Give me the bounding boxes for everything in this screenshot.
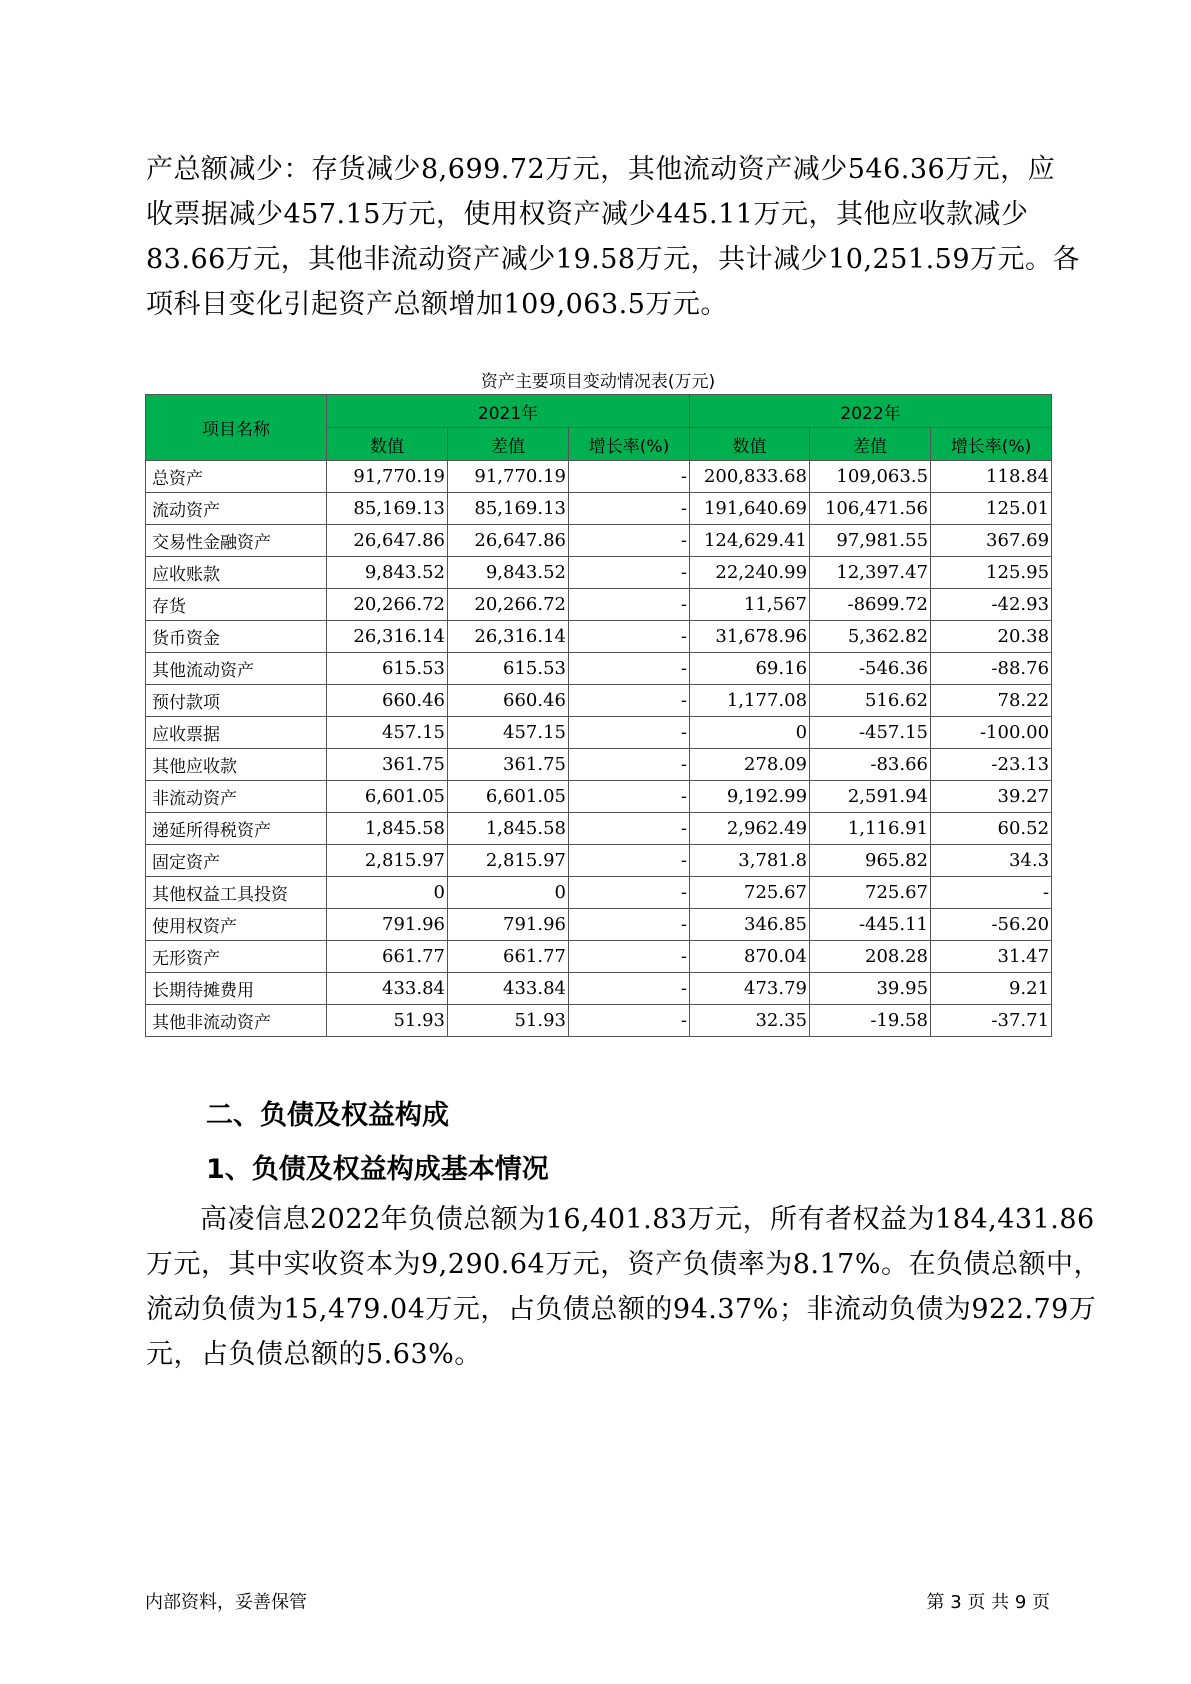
table-cell: -445.11 [810,909,931,941]
table-cell: 1,845.58 [327,813,448,845]
table-cell: -100.00 [931,717,1052,749]
table-cell: -83.66 [810,749,931,781]
table-cell: - [569,877,690,909]
table-cell: 2,815.97 [327,845,448,877]
paragraph-line: 万元，其中实收资本为9,290.64万元，资产负债率为8.17%。在负债总额中， [146,1249,1102,1280]
table-cell: 9,192.99 [690,781,810,813]
table-row [146,813,1052,845]
row-item-name: 应收账款 [146,557,327,589]
table-cell: 661.77 [327,941,448,973]
table-cell: 60.52 [931,813,1052,845]
table-cell: - [569,493,690,525]
table-cell: 3,781.8 [690,845,810,877]
table-cell: - [569,749,690,781]
table-cell: 367.69 [931,525,1052,557]
table-cell: -56.20 [931,909,1052,941]
table-cell: 361.75 [327,749,448,781]
table-caption: 资产主要项目变动情况表(万元) [480,372,716,392]
section-heading: 二、负债及权益构成 [206,1100,449,1131]
table-row [146,685,1052,717]
table-cell: - [569,813,690,845]
table-cell: 34.3 [931,845,1052,877]
table-cell: 26,316.14 [327,621,448,653]
table-cell: 32.35 [690,1005,810,1037]
table-row [146,749,1052,781]
table-cell: - [569,461,690,493]
table-cell: 6,601.05 [327,781,448,813]
header-item-name: 项目名称 [146,395,327,461]
table-cell: 20.38 [931,621,1052,653]
table-cell: 870.04 [690,941,810,973]
table-body [146,461,1052,1037]
table-cell: 5,362.82 [810,621,931,653]
paragraph-line: 元，占负债总额的5.63%。 [146,1339,482,1370]
table-cell: -37.71 [931,1005,1052,1037]
table-row [146,621,1052,653]
row-item-name: 无形资产 [146,941,327,973]
table-cell: 725.67 [810,877,931,909]
table-row [146,781,1052,813]
table-cell: 11,567 [690,589,810,621]
table-cell: - [569,973,690,1005]
paragraph-line: 流动负债为15,479.04万元，占负债总额的94.37%；非流动负债为922.79万 [146,1294,1097,1325]
table-cell: - [569,525,690,557]
table-cell: - [569,941,690,973]
table-cell: 1,845.58 [448,813,569,845]
table-cell: 661.77 [448,941,569,973]
table-row [146,717,1052,749]
table-cell: 124,629.41 [690,525,810,557]
header-value-2021: 数值 [327,428,448,461]
header-value-2022: 数值 [690,428,810,461]
table-cell: 660.46 [448,685,569,717]
table-cell: -8699.72 [810,589,931,621]
table-cell: 457.15 [448,717,569,749]
row-item-name: 其他权益工具投资 [146,877,327,909]
table-cell: 615.53 [327,653,448,685]
table-cell: 85,169.13 [327,493,448,525]
table-row [146,493,1052,525]
row-item-name: 长期待摊费用 [146,973,327,1005]
table-cell: 361.75 [448,749,569,781]
table-cell: 26,647.86 [448,525,569,557]
table-cell: - [569,653,690,685]
table-row [146,973,1052,1005]
table-cell: 91,770.19 [448,461,569,493]
table-cell: 20,266.72 [327,589,448,621]
header-year-2021: 2021年 [327,395,690,428]
paragraph-line: 高凌信息2022年负债总额为16,401.83万元，所有者权益为184,431.86 [200,1204,1095,1235]
table-cell: 516.62 [810,685,931,717]
table-cell: - [569,589,690,621]
row-item-name: 递延所得税资产 [146,813,327,845]
table-cell: 278.09 [690,749,810,781]
row-item-name: 非流动资产 [146,781,327,813]
row-item-name: 其他非流动资产 [146,1005,327,1037]
table-cell: -546.36 [810,653,931,685]
header-growth-2022: 增长率(%) [931,428,1052,461]
table-cell: - [569,685,690,717]
table-cell: 97,981.55 [810,525,931,557]
asset-change-table [145,394,1052,1037]
table-row [146,525,1052,557]
table-cell: - [569,845,690,877]
table-cell: 51.93 [327,1005,448,1037]
table-row [146,557,1052,589]
paragraph-line: 83.66万元，其他非流动资产减少19.58万元，共计减少10,251.59万元。各 [146,244,1081,275]
header-diff-2022: 差值 [810,428,931,461]
table-cell: 0 [327,877,448,909]
table-cell: 660.46 [327,685,448,717]
table-cell: 9.21 [931,973,1052,1005]
row-item-name: 应收票据 [146,717,327,749]
paragraph-line: 收票据减少457.15万元，使用权资产减少445.11万元，其他应收款减少 [146,199,1029,230]
table-cell: 9,843.52 [448,557,569,589]
row-item-name: 交易性金融资产 [146,525,327,557]
table-cell: - [931,877,1052,909]
liability-paragraph [146,1197,1102,1377]
table-cell: 0 [690,717,810,749]
table-cell: - [569,781,690,813]
table-cell: -23.13 [931,749,1052,781]
table-cell: 791.96 [448,909,569,941]
table-cell: -42.93 [931,589,1052,621]
intro-paragraph [146,147,1081,327]
table-cell: 22,240.99 [690,557,810,589]
table-cell: 433.84 [448,973,569,1005]
table-cell: 69.16 [690,653,810,685]
table-cell: 12,397.47 [810,557,931,589]
header-growth-2021: 增长率(%) [569,428,690,461]
row-item-name: 存货 [146,589,327,621]
table-cell: 125.01 [931,493,1052,525]
paragraph-line: 产总额减少：存货减少8,699.72万元，其他流动资产减少546.36万元，应 [146,154,1056,185]
table-row [146,461,1052,493]
table-cell: 791.96 [327,909,448,941]
row-item-name: 预付款项 [146,685,327,717]
table-cell: 2,591.94 [810,781,931,813]
table-cell: 125.95 [931,557,1052,589]
table-cell: 473.79 [690,973,810,1005]
header-diff-2021: 差值 [448,428,569,461]
table-row [146,589,1052,621]
table-cell: 109,063.5 [810,461,931,493]
table-row [146,653,1052,685]
table-cell: 457.15 [327,717,448,749]
table-cell: - [569,557,690,589]
table-row [146,941,1052,973]
table-row [146,909,1052,941]
table-cell: 26,647.86 [327,525,448,557]
table-cell: 2,815.97 [448,845,569,877]
row-item-name: 其他流动资产 [146,653,327,685]
row-item-name: 总资产 [146,461,327,493]
table-row [146,877,1052,909]
table-cell: 965.82 [810,845,931,877]
table-cell: -19.58 [810,1005,931,1037]
row-item-name: 其他应收款 [146,749,327,781]
table-cell: - [569,1005,690,1037]
table-cell: - [569,621,690,653]
table-cell: 51.93 [448,1005,569,1037]
row-item-name: 使用权资产 [146,909,327,941]
table-cell: -88.76 [931,653,1052,685]
table-row [146,845,1052,877]
row-item-name: 流动资产 [146,493,327,525]
table-cell: 1,177.08 [690,685,810,717]
table-cell: -457.15 [810,717,931,749]
table-cell: 433.84 [327,973,448,1005]
header-year-2022: 2022年 [690,395,1052,428]
table-cell: 39.27 [931,781,1052,813]
table-cell: 200,833.68 [690,461,810,493]
table-cell: 91,770.19 [327,461,448,493]
table-cell: 26,316.14 [448,621,569,653]
table-cell: 31,678.96 [690,621,810,653]
table-cell: 1,116.91 [810,813,931,845]
row-item-name: 货币资金 [146,621,327,653]
table-cell: 106,471.56 [810,493,931,525]
paragraph-line: 项科目变化引起资产总额增加109,063.5万元。 [146,289,728,320]
table-cell: 85,169.13 [448,493,569,525]
table-cell: 118.84 [931,461,1052,493]
table-cell: 31.47 [931,941,1052,973]
table-cell: 615.53 [448,653,569,685]
table-cell: 725.67 [690,877,810,909]
footer-confidential-note: 内部资料，妥善保管 [145,1592,307,1613]
table-cell: 2,962.49 [690,813,810,845]
table-cell: 9,843.52 [327,557,448,589]
table-cell: 6,601.05 [448,781,569,813]
table-cell: - [569,717,690,749]
table-cell: - [569,909,690,941]
table-cell: 78.22 [931,685,1052,717]
subsection-heading: 1、负债及权益构成基本情况 [206,1154,549,1185]
footer-page-number: 第 3 页 共 9 页 [926,1592,1050,1613]
table-cell: 39.95 [810,973,931,1005]
table-cell: 346.85 [690,909,810,941]
table-row [146,1005,1052,1037]
row-item-name: 固定资产 [146,845,327,877]
table-cell: 20,266.72 [448,589,569,621]
table-cell: 191,640.69 [690,493,810,525]
table-cell: 208.28 [810,941,931,973]
table-cell: 0 [448,877,569,909]
